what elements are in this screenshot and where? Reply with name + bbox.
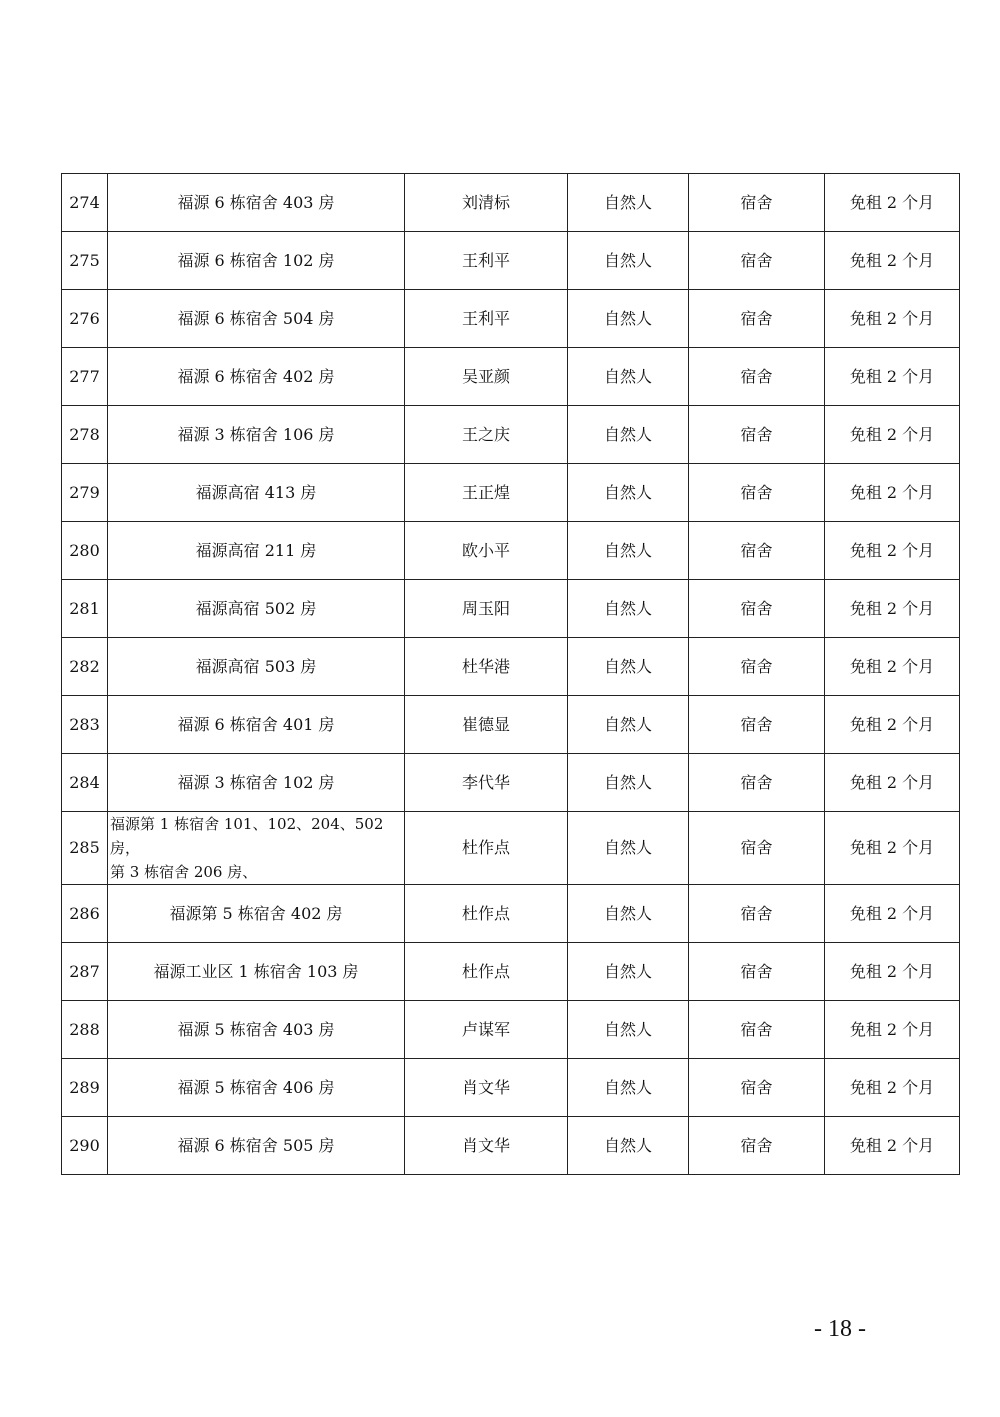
relief-table xyxy=(61,173,960,1175)
tenant-name-cell: 杜作点 xyxy=(405,812,568,885)
address-cell: 福源 6 栋宿舍 403 房 xyxy=(108,174,405,232)
usage-cell: 宿舍 xyxy=(689,812,825,885)
address-cell: 福源高宿 503 房 xyxy=(108,638,405,696)
table-body xyxy=(62,174,960,1175)
table-row xyxy=(62,943,960,1001)
row-number-cell: 281 xyxy=(62,580,108,638)
usage-cell: 宿舍 xyxy=(689,1117,825,1175)
tenant-type-cell: 自然人 xyxy=(568,174,689,232)
tenant-name-cell: 王利平 xyxy=(405,232,568,290)
tenant-name-cell: 周玉阳 xyxy=(405,580,568,638)
tenant-name-cell: 欧小平 xyxy=(405,522,568,580)
address-cell: 福源高宿 502 房 xyxy=(108,580,405,638)
tenant-name-cell: 杜华港 xyxy=(405,638,568,696)
address-cell: 福源 6 栋宿舍 402 房 xyxy=(108,348,405,406)
tenant-name-cell: 杜作点 xyxy=(405,943,568,1001)
tenant-type-cell: 自然人 xyxy=(568,522,689,580)
usage-cell: 宿舍 xyxy=(689,1059,825,1117)
tenant-name-cell: 王之庆 xyxy=(405,406,568,464)
address-cell: 福源 6 栋宿舍 102 房 xyxy=(108,232,405,290)
address-cell: 福源第 5 栋宿舍 402 房 xyxy=(108,885,405,943)
row-number-cell: 284 xyxy=(62,754,108,812)
tenant-type-cell: 自然人 xyxy=(568,232,689,290)
usage-cell: 宿舍 xyxy=(689,232,825,290)
relief-cell: 免租 2 个月 xyxy=(825,812,960,885)
tenant-type-cell: 自然人 xyxy=(568,1001,689,1059)
table-row xyxy=(62,464,960,522)
tenant-name-cell: 杜作点 xyxy=(405,885,568,943)
relief-cell: 免租 2 个月 xyxy=(825,406,960,464)
usage-cell: 宿舍 xyxy=(689,464,825,522)
table-row xyxy=(62,1117,960,1175)
row-number-cell: 289 xyxy=(62,1059,108,1117)
relief-cell: 免租 2 个月 xyxy=(825,943,960,1001)
relief-cell: 免租 2 个月 xyxy=(825,232,960,290)
tenant-type-cell: 自然人 xyxy=(568,290,689,348)
relief-cell: 免租 2 个月 xyxy=(825,1059,960,1117)
table-row xyxy=(62,348,960,406)
relief-cell: 免租 2 个月 xyxy=(825,885,960,943)
table-row xyxy=(62,580,960,638)
row-number-cell: 290 xyxy=(62,1117,108,1175)
row-number-cell: 280 xyxy=(62,522,108,580)
usage-cell: 宿舍 xyxy=(689,290,825,348)
usage-cell: 宿舍 xyxy=(689,638,825,696)
relief-cell: 免租 2 个月 xyxy=(825,1001,960,1059)
address-cell: 福源第 1 栋宿舍 101、102、204、502 房， 第 3 栋宿舍 206 房、 xyxy=(108,812,405,885)
row-number-cell: 279 xyxy=(62,464,108,522)
usage-cell: 宿舍 xyxy=(689,522,825,580)
relief-cell: 免租 2 个月 xyxy=(825,348,960,406)
usage-cell: 宿舍 xyxy=(689,406,825,464)
address-cell: 福源 6 栋宿舍 504 房 xyxy=(108,290,405,348)
table-row xyxy=(62,812,960,885)
tenant-name-cell: 王利平 xyxy=(405,290,568,348)
address-cell: 福源 6 栋宿舍 401 房 xyxy=(108,696,405,754)
usage-cell: 宿舍 xyxy=(689,696,825,754)
row-number-cell: 275 xyxy=(62,232,108,290)
address-cell: 福源 5 栋宿舍 403 房 xyxy=(108,1001,405,1059)
relief-cell: 免租 2 个月 xyxy=(825,522,960,580)
tenant-name-cell: 卢谋军 xyxy=(405,1001,568,1059)
tenant-type-cell: 自然人 xyxy=(568,580,689,638)
tenant-name-cell: 王正煌 xyxy=(405,464,568,522)
tenant-type-cell: 自然人 xyxy=(568,638,689,696)
row-number-cell: 276 xyxy=(62,290,108,348)
usage-cell: 宿舍 xyxy=(689,174,825,232)
table-row xyxy=(62,174,960,232)
relief-cell: 免租 2 个月 xyxy=(825,174,960,232)
tenant-type-cell: 自然人 xyxy=(568,696,689,754)
table-row xyxy=(62,696,960,754)
table-row xyxy=(62,522,960,580)
tenant-type-cell: 自然人 xyxy=(568,348,689,406)
tenant-type-cell: 自然人 xyxy=(568,812,689,885)
table-row xyxy=(62,885,960,943)
tenant-name-cell: 崔德显 xyxy=(405,696,568,754)
page-number: - 18 - xyxy=(814,1316,866,1342)
usage-cell: 宿舍 xyxy=(689,348,825,406)
address-cell: 福源高宿 413 房 xyxy=(108,464,405,522)
usage-cell: 宿舍 xyxy=(689,943,825,1001)
tenant-name-cell: 李代华 xyxy=(405,754,568,812)
address-cell: 福源 6 栋宿舍 505 房 xyxy=(108,1117,405,1175)
tenant-type-cell: 自然人 xyxy=(568,406,689,464)
table-row xyxy=(62,754,960,812)
usage-cell: 宿舍 xyxy=(689,580,825,638)
row-number-cell: 277 xyxy=(62,348,108,406)
tenant-name-cell: 肖文华 xyxy=(405,1059,568,1117)
table-row xyxy=(62,1001,960,1059)
table-row xyxy=(62,406,960,464)
address-cell: 福源 3 栋宿舍 106 房 xyxy=(108,406,405,464)
table-row xyxy=(62,232,960,290)
address-cell: 福源 5 栋宿舍 406 房 xyxy=(108,1059,405,1117)
tenant-type-cell: 自然人 xyxy=(568,885,689,943)
relief-cell: 免租 2 个月 xyxy=(825,696,960,754)
row-number-cell: 286 xyxy=(62,885,108,943)
tenant-name-cell: 肖文华 xyxy=(405,1117,568,1175)
row-number-cell: 278 xyxy=(62,406,108,464)
table-row xyxy=(62,290,960,348)
tenant-type-cell: 自然人 xyxy=(568,754,689,812)
address-cell: 福源 3 栋宿舍 102 房 xyxy=(108,754,405,812)
relief-cell: 免租 2 个月 xyxy=(825,290,960,348)
row-number-cell: 274 xyxy=(62,174,108,232)
address-cell: 福源高宿 211 房 xyxy=(108,522,405,580)
table-row xyxy=(62,1059,960,1117)
tenant-name-cell: 吴亚颜 xyxy=(405,348,568,406)
row-number-cell: 287 xyxy=(62,943,108,1001)
tenant-type-cell: 自然人 xyxy=(568,943,689,1001)
relief-cell: 免租 2 个月 xyxy=(825,464,960,522)
tenant-type-cell: 自然人 xyxy=(568,464,689,522)
row-number-cell: 282 xyxy=(62,638,108,696)
usage-cell: 宿舍 xyxy=(689,754,825,812)
relief-cell: 免租 2 个月 xyxy=(825,754,960,812)
relief-cell: 免租 2 个月 xyxy=(825,638,960,696)
relief-cell: 免租 2 个月 xyxy=(825,580,960,638)
address-cell: 福源工业区 1 栋宿舍 103 房 xyxy=(108,943,405,1001)
usage-cell: 宿舍 xyxy=(689,885,825,943)
tenant-type-cell: 自然人 xyxy=(568,1059,689,1117)
row-number-cell: 288 xyxy=(62,1001,108,1059)
relief-cell: 免租 2 个月 xyxy=(825,1117,960,1175)
row-number-cell: 285 xyxy=(62,812,108,885)
tenant-type-cell: 自然人 xyxy=(568,1117,689,1175)
row-number-cell: 283 xyxy=(62,696,108,754)
usage-cell: 宿舍 xyxy=(689,1001,825,1059)
tenant-name-cell: 刘清标 xyxy=(405,174,568,232)
table-row xyxy=(62,638,960,696)
